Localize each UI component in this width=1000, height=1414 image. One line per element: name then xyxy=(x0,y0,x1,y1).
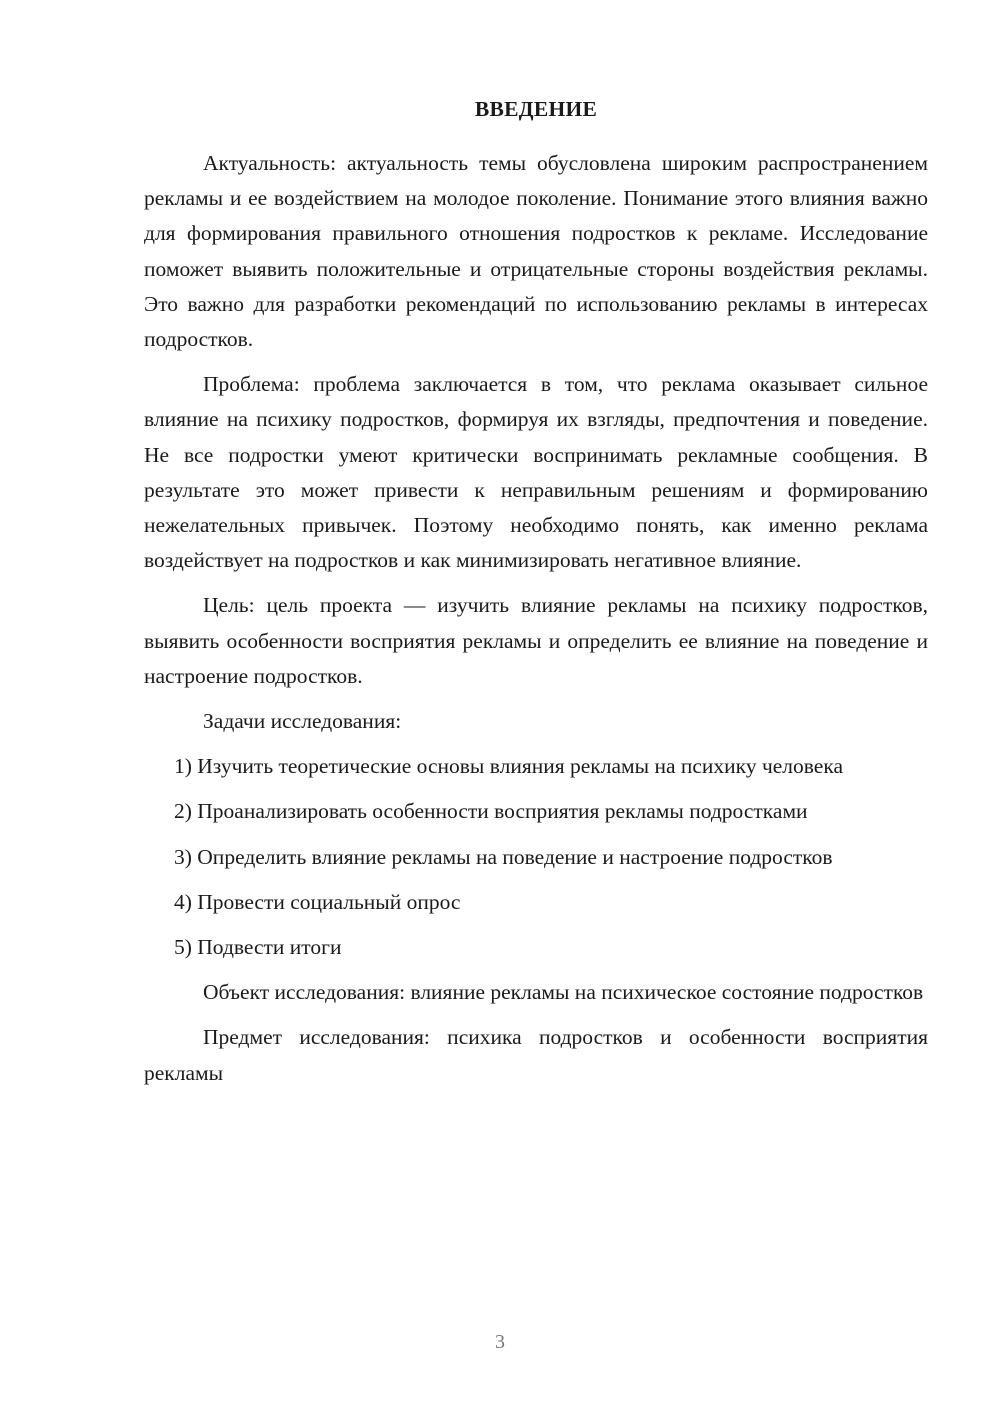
paragraph-object: Объект исследования: влияние рекламы на психическое состояние подростков xyxy=(203,980,924,1005)
document-page xyxy=(144,92,928,1101)
paragraph-problem: Проблема: проблема заключается в том, что реклама оказывает сильное влияние на психику подростков, формируя их взгляды, предпочтения и поведение. Не все подростки умеют критически воспринимать рекламные сообщения. В результате это может привести к неправильным решениям и формированию нежелательных привычек. Поэтому необходимо понять, как именно реклама воздействует на подростков и как минимизировать негативное влияние. xyxy=(144,372,928,573)
paragraph-subject: Предмет исследования: психика подростков и особенности восприятия рекламы xyxy=(144,1025,928,1085)
page-number: 3 xyxy=(495,1331,505,1353)
paragraph-relevance: Актуальность: актуальность темы обусловлена широким распространением рекламы и ее воздействием на молодое поколение. Понимание этого влияния важно для формирования правильного отношения подростков к рекламе. Исследование поможет выявить положительные и отрицательные стороны воздействия рекламы. Это важно для разработки рекомендаций по использованию рекламы в интересах подростков. xyxy=(144,151,928,352)
task-item-5: 5) Подвести итоги xyxy=(174,935,342,960)
task-item-3: 3) Определить влияние рекламы на поведение и настроение подростков xyxy=(174,844,833,869)
page-title: ВВЕДЕНИЕ xyxy=(474,97,598,121)
tasks-heading: Задачи исследования: xyxy=(203,709,402,734)
task-item-4: 4) Провести социальный опрос xyxy=(174,889,461,914)
paragraph-goal: Цель: цель проекта — изучить влияние рекламы на психику подростков, выявить особенности восприятия рекламы и определить ее влияние на поведение и настроение подростков. xyxy=(144,593,928,688)
task-item-2: 2) Проанализировать особенности восприятия рекламы подростками xyxy=(174,799,808,824)
task-item-1: 1) Изучить теоретические основы влияния рекламы на психику человека xyxy=(174,754,844,779)
